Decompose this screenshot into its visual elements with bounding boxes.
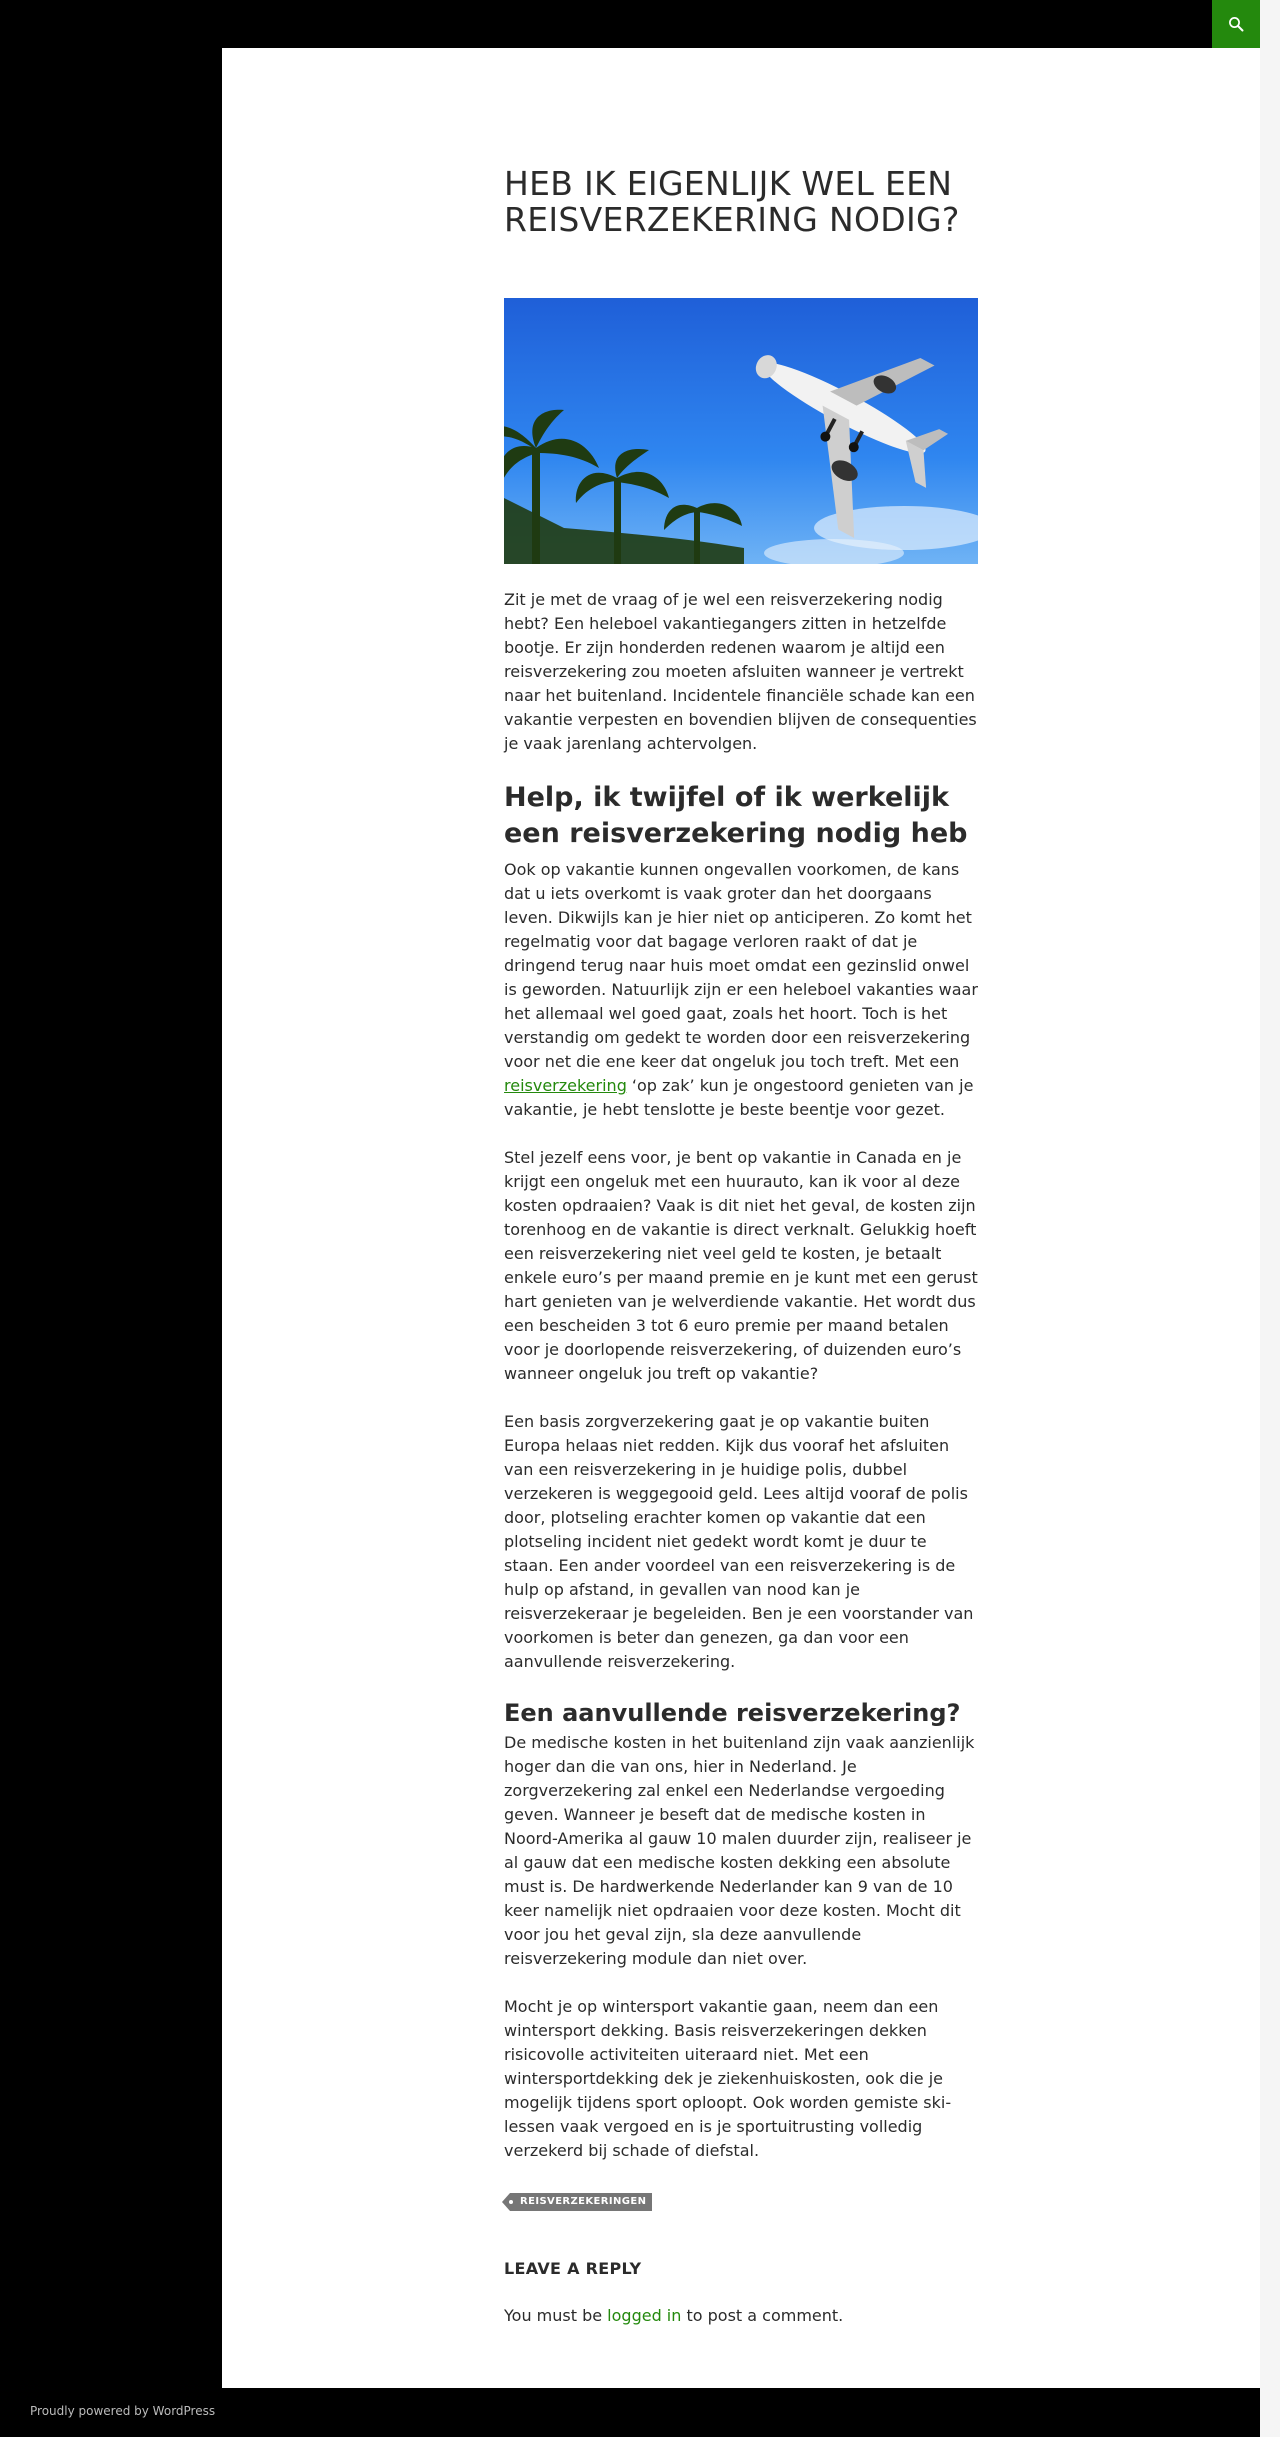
reply-title: LEAVE A REPLY	[504, 2259, 642, 2278]
page-title: HEB IK EIGENLIJK WEL EEN REISVERZEKERING NODIG?	[504, 164, 960, 239]
intro-paragraph: Zit je met de vraag of je wel een reisverzekering nodig hebt? Een heleboel vakantiegangers zitten in hetzelfde bootje. Er zijn honderden redenen waarom je altijd een reisverzekering zou moeten afsluiten wanneer je vertrekt naar het buitenland. Incidentele financiële schade kan een vakantie verpesten en bovendien blijven de consequenties je vaak jarenlang achtervolgen.	[504, 590, 977, 753]
logged-in-link[interactable]: logged in	[607, 2306, 682, 2325]
must-log-text-end: to post a comment.	[681, 2306, 844, 2325]
search-icon	[1228, 16, 1244, 32]
wordpress-credit-link[interactable]: Proudly powered by WordPress	[30, 2404, 216, 2418]
must-log-text: You must be	[504, 2306, 608, 2325]
paragraph-4: De medische kosten in het buitenland zijn vaak aanzienlijk hoger dan die van ons, hier in Nederland. Je zorgverzekering zal enkel een Nederlandse vergoeding geven. Wanneer je beseft dat de medische kosten in Noord-Amerika al gauw 10 malen duurder zijn, realiseer je al gauw dat een medische kosten dekking een absolute must is. De hardwerkende Nederlander kan 9 van de 10 keer namelijk niet opdraaien voor deze kosten. Mocht dit voor jou het geval zijn, sla deze aanvullende reisverzekering module dan niet over.	[504, 1733, 975, 1968]
paragraph-5: Mocht je op wintersport vakantie gaan, neem dan een wintersport dekking. Basis reisverzekeringen dekken risicovolle activiteiten uiteraard niet. Met een wintersportdekking dek je ziekenhuiskosten, ook die je mogelijk tijdens sport oploopt. Ook worden gemiste ski-lessen vaak vergoed en is je sportuitrusting volledig verzekerd bij schade of diefstal.	[504, 1997, 952, 2160]
article	[504, 120, 978, 2328]
paragraph-1-text-end: ‘op zak’ kun je ongestoord genieten van je vakantie, je hebt tenslotte je beste beentje voor gezet.	[504, 1076, 974, 1119]
must-log-in-notice	[504, 2304, 978, 2328]
section-heading-aanvullende: Een aanvullende reisverzekering?	[504, 1699, 961, 1727]
site-header	[0, 0, 1260, 48]
paragraph-1	[504, 858, 978, 1122]
tags	[504, 2189, 978, 2211]
content-area	[222, 48, 1260, 2388]
tag-reisverzekeringen[interactable]: REISVERZEKERINGEN	[510, 2193, 652, 2211]
paragraph-1-text: Ook op vakantie kunnen ongevallen voorkomen, de kans dat u iets overkomt is vaak groter dan het doorgaans leven. Dikwijls kan je hier niet op anticiperen. Zo komt het regelmatig voor dat bagage verloren raakt of dat je dringend terug naar huis moet omdat een gezinslid onwel is geworden. Natuurlijk zijn er een heleboel vakanties waar het allemaal wel goed gaat, zoals het hoort. Toch is het verstandig om gedekt te worden door een reisverzekering voor net die ene keer dat ongeluk jou toch treft. Met een	[504, 860, 978, 1071]
section-heading-help: Help, ik twijfel of ik werkelijk een reisverzekering nodig heb	[504, 782, 968, 849]
featured-image	[504, 298, 978, 564]
site-footer	[0, 2388, 1260, 2437]
comments-section	[504, 2259, 978, 2328]
reisverzekering-link[interactable]: reisverzekering	[504, 1076, 627, 1095]
paragraph-3: Een basis zorgverzekering gaat je op vakantie buiten Europa helaas niet redden. Kijk dus vooraf het afsluiten van een reisverzekering in je huidige polis, dubbel verzekeren is weggegooid geld. Lees altijd vooraf de polis door, plotseling erachter komen op vakantie dat een plotseling incident niet gedekt wordt komt je duur te staan. Een ander voordeel van een reisverzekering is de hulp op afstand, in gevallen van nood kan je reisverzekeraar je begeleiden. Ben je een voorstander van voorkomen is beter dan genezen, ga dan voor een aanvullende reisverzekering.	[504, 1412, 974, 1671]
entry-content	[504, 588, 978, 2163]
search-toggle-button[interactable]	[1212, 0, 1260, 48]
paragraph-2: Stel jezelf eens voor, je bent op vakantie in Canada en je krijgt een ongeluk met een huurauto, kan ik voor al deze kosten opdraaien? Vaak is dit niet het geval, de kosten zijn torenhoog en de vakantie is direct verknalt. Gelukkig hoeft een reisverzekering niet veel geld te kosten, je betaalt enkele euro’s per maand premie en je kunt met een gerust hart genieten van je welverdiende vakantie. Het wordt dus een bescheiden 3 tot 6 euro premie per maand betalen voor je doorlopende reisverzekering, of duizenden euro’s wanneer ongeluk jou treft op vakantie?	[504, 1148, 978, 1383]
